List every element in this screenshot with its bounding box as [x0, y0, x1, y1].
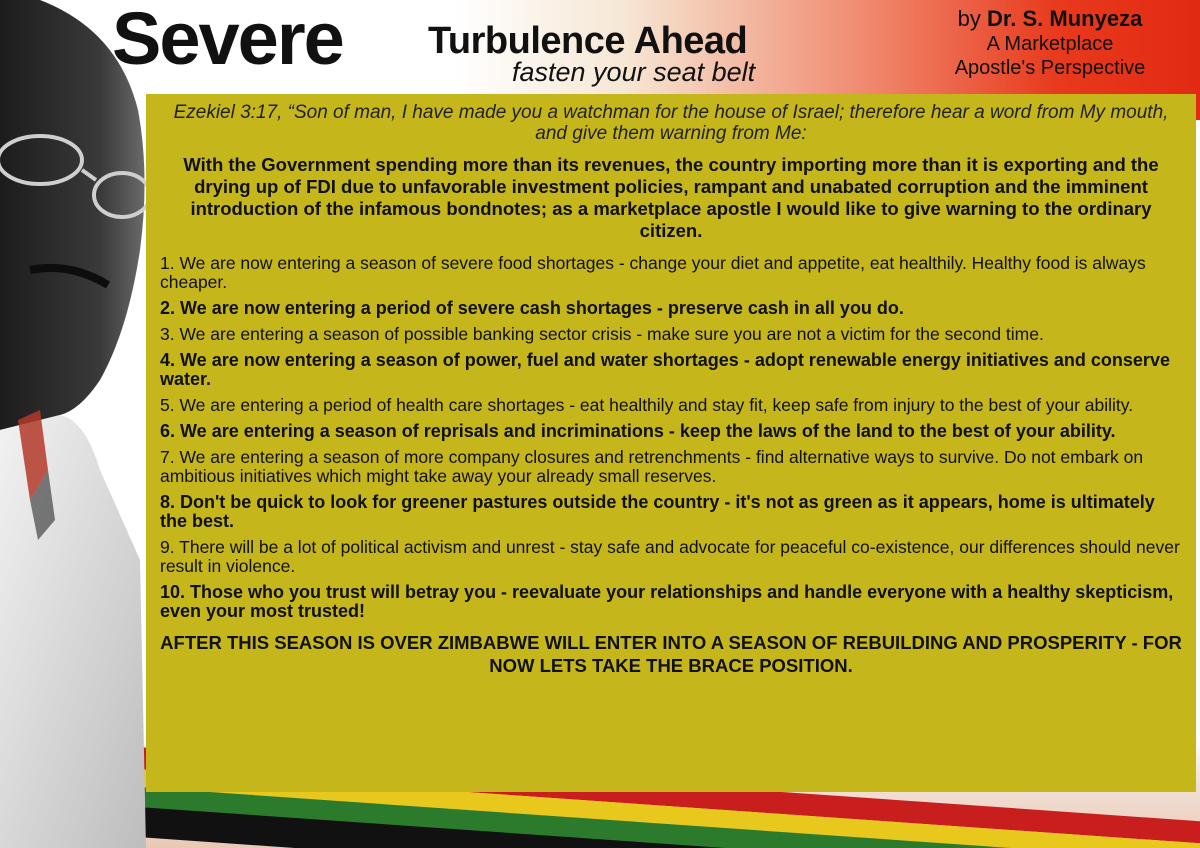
- closing-statement: AFTER THIS SEASON IS OVER ZIMBABWE WILL ENTER INTO A SEASON OF REBUILDING AND PROSPERITY - FOR NOW LETS TAKE THE BRACE POSITION.: [160, 632, 1182, 676]
- scripture-verse: Ezekiel 3:17, “Son of man, I have made you a watchman for the house of Israel; therefore hear a word from My mouth, and give them warning from Me:: [173, 102, 1169, 144]
- author-role-line-1: A Marketplace: [986, 33, 1114, 55]
- intro-paragraph: With the Government spending more than its revenues, the country importing more than it is exporting and the drying up of FDI due to unfavorable investment policies, rampant and unabated corruption and the imminent introduction of the infamous bondnotes; as a marketplace apostle I would like to give warning to the ordinary citizen.: [183, 154, 1159, 241]
- title-severe: Severe: [112, 0, 343, 80]
- message-panel: [146, 94, 1196, 792]
- warning-item-3: 3. We are entering a season of possible banking sector crisis - make sure you are not a victim for the second time.: [160, 324, 1044, 344]
- warning-item-8: 8. Don't be quick to look for greener pastures outside the country - it's not as green as it appears, home is ultimately the best.: [160, 492, 1155, 531]
- title-turbulence-ahead: Turbulence Ahead: [428, 20, 748, 62]
- warning-item-7: 7. We are entering a season of more company closures and retrenchments - find alternative ways to survive. Do not embark on ambitious initiatives which might take away your already small reserves.: [160, 447, 1144, 486]
- warning-item-4: 4. We are now entering a season of power, fuel and water shortages - adopt renewable energy initiatives and conserve water.: [160, 350, 1170, 389]
- warning-item-1: 1. We are now entering a season of severe food shortages - change your diet and appetite, eat healthily. Healthy food is always cheaper.: [160, 253, 1146, 292]
- warning-item-6: 6. We are entering a season of reprisals and incriminations - keep the laws of the land to the best of your ability.: [160, 421, 1116, 441]
- author-name: Dr. S. Munyeza: [987, 6, 1143, 31]
- warning-item-5: 5. We are entering a period of health care shortages - eat healthily and stay fit, keep safe from injury to the best of your ability.: [160, 395, 1134, 415]
- author-byline: [906, 6, 1194, 80]
- author-role-line-2: Apostle's Perspective: [954, 57, 1146, 79]
- warning-item-2: 2. We are now entering a period of severe cash shortages - preserve cash in all you do.: [160, 298, 904, 318]
- subtitle-fasten-seat-belt: fasten your seat belt: [512, 57, 756, 87]
- warning-item-10: 10. Those who you trust will betray you - reevaluate your relationships and handle everyone with a healthy skepticism, even your most trusted!: [160, 582, 1174, 621]
- byline-line-author: [906, 6, 1194, 32]
- warning-item-9: 9. There will be a lot of political activism and unrest - stay safe and advocate for peaceful co-existence, our differences should never result in violence.: [160, 537, 1180, 576]
- byline-prefix: by: [957, 6, 981, 31]
